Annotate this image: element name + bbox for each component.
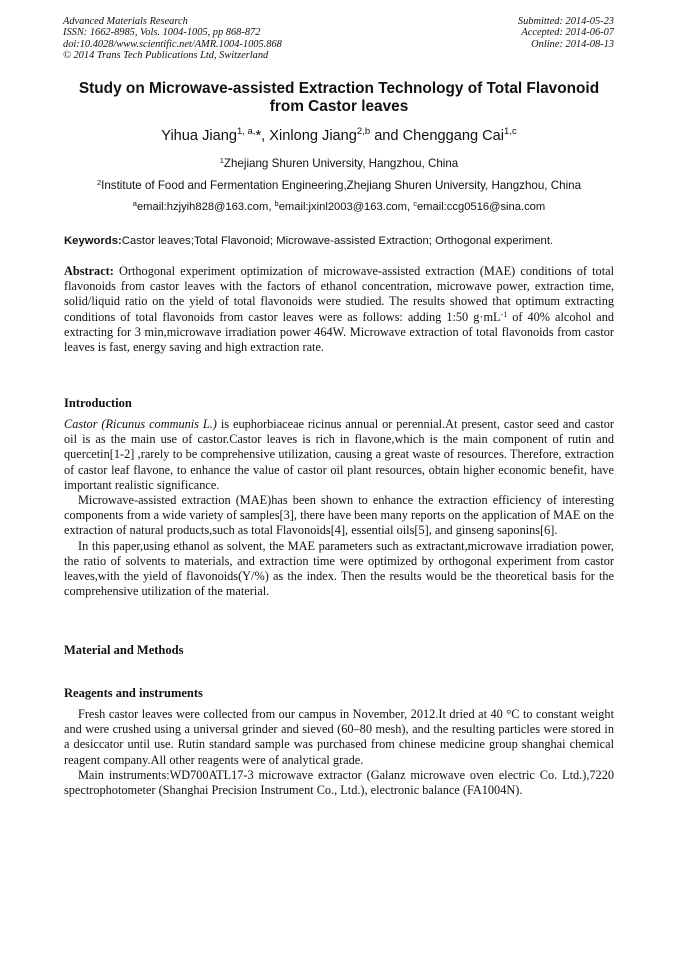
affiliation-1-marker: 1 — [219, 156, 224, 165]
email-a: email:hzjyih828@163.com, — [136, 201, 275, 213]
reagents-paragraph-2: Main instruments:WD700ATL17-3 microwave extractor (Galanz microwave oven electric Co. Ltd.),7220 spectrophotometer (Shanghai Precision Instrument Co., Ltd.), electronic balance (FA1004N). — [64, 767, 614, 798]
email-c: email:ccg0516@sina.com — [416, 201, 546, 213]
journal-name: Advanced Materials Research — [63, 16, 188, 27]
abstract-paragraph — [64, 264, 614, 355]
date-submitted: Submitted: 2014-05-23 — [517, 16, 614, 27]
date-accepted: Accepted: 2014-06-07 — [521, 27, 614, 39]
reagents-paragraph-1: Fresh castor leaves were collected from our campus in November, 2012.It dried at 40 °C to constant weight and were crushed using a universal grinder and sieved (60–80 mesh), and the resulting particles were stored in a desiccator until use. Rutin standard sample was purchased from chinese medicine group shanghai chemical reagent company.All other reagents were of analytical grade. — [64, 707, 614, 767]
author-separator: , — [261, 128, 270, 144]
reagents-body — [64, 707, 614, 798]
intro-paragraph-1 — [64, 417, 614, 493]
affiliation-2-text: Institute of Food and Fermentation Engineering,Zhejiang Shuren University, Hangzhou, China — [101, 179, 582, 192]
email-b: email:jxinl2003@163.com, — [278, 201, 414, 213]
intro-paragraph-1-text: is euphorbiaceae ricinus annual or perennial.At present, castor seed and castor oil is as the main use of castor.Castor leaves is rich in flavone,which is the main component of rutin and quercetin[1-2] ,rarely to be comprehensive utilization, causing a great waste of resources. Therefore, extraction of castor leaf flavone, to enhance the value of castor oil plant resources, obtain higher economic benefit, have important realistic significance. — [64, 417, 614, 492]
affiliation-1-text: Zhejiang Shuren University, Hangzhou, China — [223, 157, 459, 170]
author-emails — [0, 200, 678, 214]
author-2-name: Xinlong Jiang — [269, 128, 357, 144]
author-list — [0, 127, 678, 145]
email-c-marker: c — [413, 199, 417, 208]
section-heading-methods: Material and Methods — [64, 643, 184, 657]
intro-paragraph-3: In this paper,using ethanol as solvent, the MAE parameters such as extractant,microwave irradiation power, the ratio of solvents to materials, and extraction time were optimized by orthogonal experiment from castor leaves,with the yield of flavonoids(Y/%) as the index. Then the results would be the theoretical basis for the comprehensive utilization of the material. — [64, 538, 614, 599]
title-line-2: from Castor leaves — [269, 98, 409, 115]
keywords — [64, 234, 553, 248]
author-3-name: Chenggang Cai — [402, 128, 505, 144]
author-separator: and — [370, 128, 403, 144]
abstract-label: Abstract: — [64, 264, 114, 278]
email-b-marker: b — [274, 199, 279, 208]
corresponding-marker: * — [255, 128, 262, 144]
journal-copyright: © 2014 Trans Tech Publications Ltd, Switzerland — [63, 49, 269, 61]
abstract-text-2: of 40% alcohol and extracting for 3 min,microwave irradiation power 464W. Microwave extraction of total flavonoids from castor leaves is fast, energy saving and high extraction rate. — [64, 309, 615, 355]
author-2-affiliation: 2,b — [356, 126, 371, 137]
paper-title — [50, 80, 628, 116]
subsection-heading-reagents: Reagents and instruments — [64, 686, 203, 700]
abstract — [64, 264, 614, 355]
intro-paragraph-2: Microwave-assisted extraction (MAE)has been shown to enhance the extraction efficiency of interesting components from a wide variety of samples[3], there have been many reports on the application of MAE on the extraction of natural products,such as total Flavonoids[4], essential oils[5], and ginseng saponins[6]. — [64, 493, 614, 538]
date-online: Online: 2014-08-13 — [531, 38, 614, 50]
section-heading-introduction: Introduction — [64, 396, 132, 410]
journal-doi: doi:10.4028/www.scientific.net/AMR.1004-1005.868 — [63, 38, 282, 50]
affiliation-2-marker: 2 — [96, 178, 102, 187]
keywords-text: Castor leaves;Total Flavonoid; Microwave-assisted Extraction; Orthogonal experiment. — [121, 235, 554, 247]
author-1-affiliation: 1, a, — [236, 126, 256, 137]
journal-info — [63, 16, 282, 61]
abstract-unit-exponent: -1 — [500, 309, 508, 319]
email-a-marker: a — [132, 199, 137, 208]
journal-issn: ISSN: 1662-8985, Vols. 1004-1005, pp 868-872 — [63, 27, 261, 39]
species-name: Castor (Ricunus communis L.) — [64, 417, 217, 431]
introduction-body — [64, 417, 614, 599]
author-3-affiliation: 1,c — [504, 126, 517, 137]
affiliation-2 — [0, 179, 678, 193]
abstract-text-1: Orthogonal experiment optimization of microwave-assisted extraction (MAE) conditions of total flavonoids from castor leaves with the factors of ethanol concentration, microwave power, extraction time, solid/liquid ratio on the yield of total flavonoids were studied. The results showed that optimum extracting conditions of total flavonoids from castor leaves were as follows: adding 1:50 g·mL — [64, 264, 614, 324]
publication-dates — [518, 16, 614, 50]
author-1-name: Yihua Jiang — [161, 128, 237, 144]
title-line-1: Study on Microwave-assisted Extraction Technology of Total Flavonoid — [78, 80, 600, 97]
affiliation-1 — [0, 157, 678, 171]
keywords-label: Keywords: — [64, 235, 122, 247]
